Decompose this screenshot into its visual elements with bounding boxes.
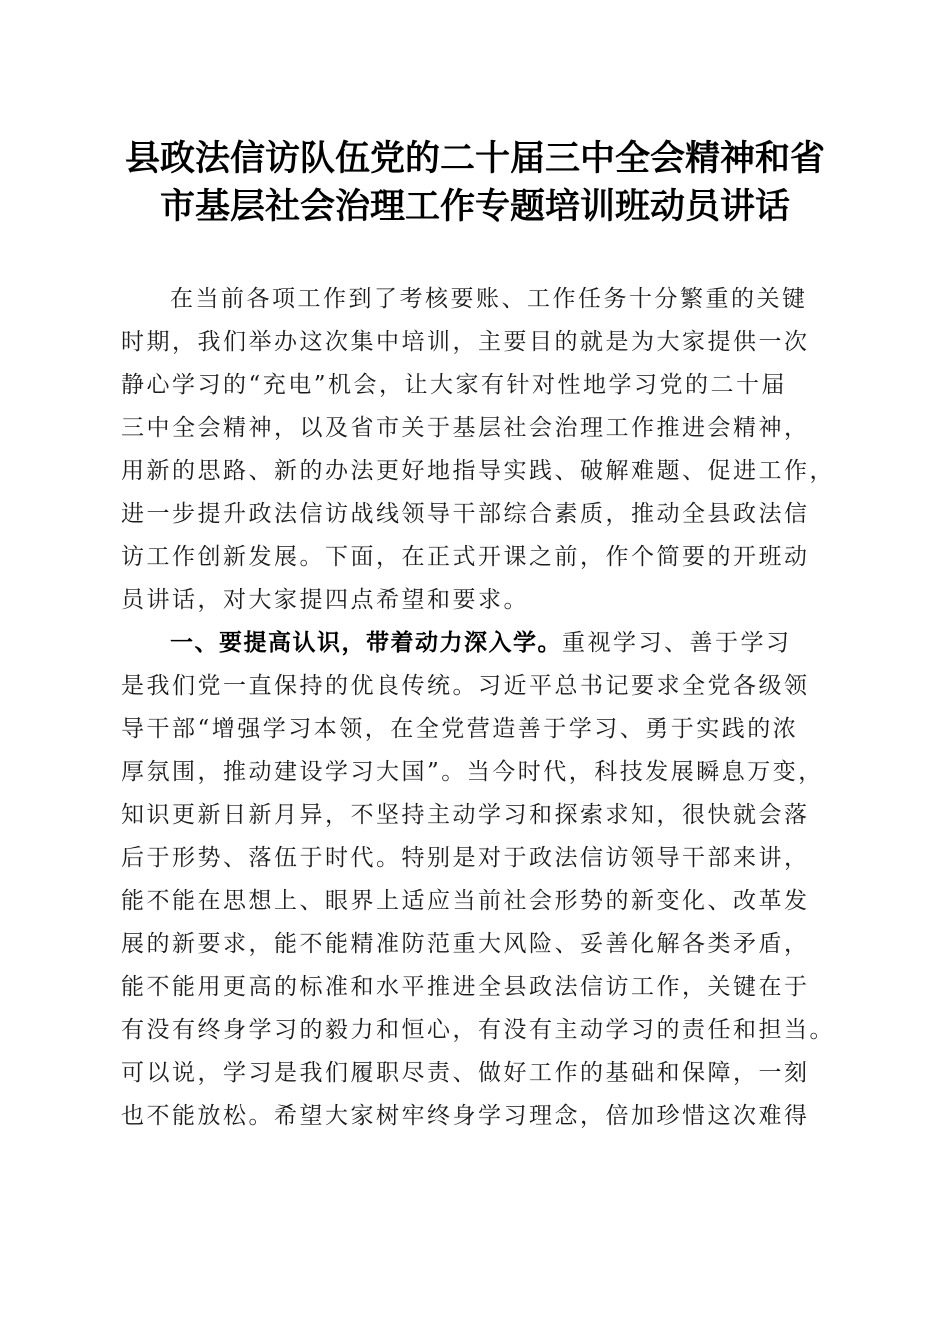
paragraph-2-first-line xyxy=(170,628,792,658)
paragraph-1-line: 访工作创新发展。下面，在正式开课之前，作个简要的开班动 xyxy=(121,544,810,570)
paragraph-2-line: 展的新要求，能不能精准防范重大风险、妥善化解各类矛盾， xyxy=(121,931,810,957)
section-heading: 一、要提高认识，带着动力深入学。 xyxy=(170,630,562,656)
paragraph-2-line: 能不能在思想上、眼界上适应当前社会形势的新变化、改革发 xyxy=(121,888,810,914)
paragraph-2-line: 也不能放松。希望大家树牢终身学习理念，倍加珍惜这次难得 xyxy=(121,1103,810,1129)
paragraph-1-line: 三中全会精神，以及省市关于基层社会治理工作推进会精神， xyxy=(121,415,810,441)
paragraph-2-first-text: 重视学习、善于学习 xyxy=(562,630,792,656)
paragraph-2-line: 知识更新日新月异，不坚持主动学习和探索求知，很快就会落 xyxy=(121,802,810,828)
paragraph-2-line: 导干部“增强学习本领，在全党营造善于学习、勇于实践的浓 xyxy=(121,716,799,742)
paragraph-2-line: 能不能用更高的标准和水平推进全县政法信访工作，关键在于 xyxy=(121,974,810,1000)
paragraph-2-line: 有没有终身学习的毅力和恒心，有没有主动学习的责任和担当。 xyxy=(121,1017,835,1043)
paragraph-1-line: 用新的思路、新的办法更好地指导实践、破解难题、促进工作， xyxy=(121,458,835,484)
paragraph-2-line: 厚氛围，推动建设学习大国”。当今时代，科技发展瞬息万变， xyxy=(121,759,824,785)
paragraph-1-line: 在当前各项工作到了考核要账、工作任务十分繁重的关键 xyxy=(170,286,808,312)
document-title-line-1: 县政法信访队伍党的二十届三中全会精神和省 xyxy=(124,138,825,179)
paragraph-1-line: 静心学习的“充电”机会，让大家有针对性地学习党的二十届 xyxy=(121,372,788,398)
paragraph-2-line: 后于形势、落伍于时代。特别是对于政法信访领导干部来讲， xyxy=(121,845,810,871)
paragraph-2-line: 可以说，学习是我们履职尽责、做好工作的基础和保障，一刻 xyxy=(121,1060,810,1086)
paragraph-1-line: 时期，我们举办这次集中培训，主要目的就是为大家提供一次 xyxy=(121,329,810,355)
paragraph-1-line: 员讲话，对大家提四点希望和要求。 xyxy=(121,587,529,613)
document-title-line-2: 市基层社会治理工作专题培训班动员讲话 xyxy=(159,186,790,227)
paragraph-1-line: 进一步提升政法信访战线领导干部综合素质，推动全县政法信 xyxy=(121,501,810,527)
paragraph-2-line: 是我们党一直保持的优良传统。习近平总书记要求全党各级领 xyxy=(121,673,810,699)
